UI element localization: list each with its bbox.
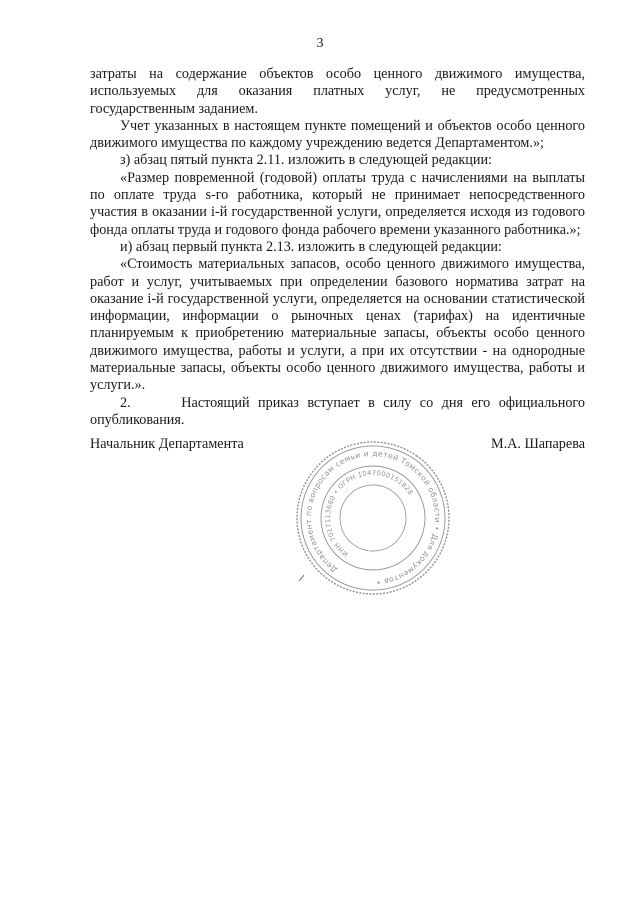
paragraph-7: 2. Настоящий приказ вступает в силу со дня его официального опубликования. — [90, 394, 585, 428]
document-body — [90, 66, 585, 429]
page-number: 3 — [316, 36, 324, 51]
paragraph-3: з) абзац пятый пункта 2.11. изложить в следующей редакции: — [120, 152, 492, 169]
paragraph-6: «Стоимость материальных запасов, особо ценного движимого имущества, работ и услуг, учитываемых при определении базового норматива затрат на оказание i-й государственной услуги, определяется на основании статистической информации, информации о рыночных ценах (тарифах) на идентичные планируемым к приобретению материальные запасы, объекты особо ценного движимого имущества, работы и услуги, а при их отсутствии - на однородные материальные запасы, объекты особо ценного движимого имущества, работы и услуги.». — [90, 256, 585, 394]
svg-text:ИНН 7017113680 • ОГРН 10470001: ИНН 7017113680 • ОГРН 1047000151828 — [323, 468, 415, 559]
paragraph-1: затраты на содержание объектов особо ценного движимого имущества, используемых для оказания платных услуг, не предусмотренных государственным заданием. — [90, 66, 585, 117]
signatory-name: М.А. Шапарева — [490, 436, 585, 452]
paragraph-2: Учет указанных в настоящем пункте помещений и объектов особо ценного движимого имущества по каждому учреждению ведется Департаментом.»; — [90, 117, 585, 152]
svg-text:Департамент по вопросам семьи: Департамент по вопросам семьи и детей Томской области • Для документов • — [303, 448, 443, 587]
signatory-title: Начальник Департамента — [90, 436, 244, 452]
paragraph-5: и) абзац первый пункта 2.13. изложить в следующей редакции: — [120, 238, 502, 255]
official-stamp-seal — [293, 438, 453, 598]
paragraph-4: «Размер повременной (годовой) оплаты труда с начислениями на выплаты по оплате труда s-го работника, который не принимает непосредственного участия в оказании i-й государственной услуги, определяется исходя из годового фонда оплаты труда и годового фонда рабочего времени указанного работника.»; — [90, 169, 585, 238]
pen-mark-icon — [298, 574, 306, 582]
